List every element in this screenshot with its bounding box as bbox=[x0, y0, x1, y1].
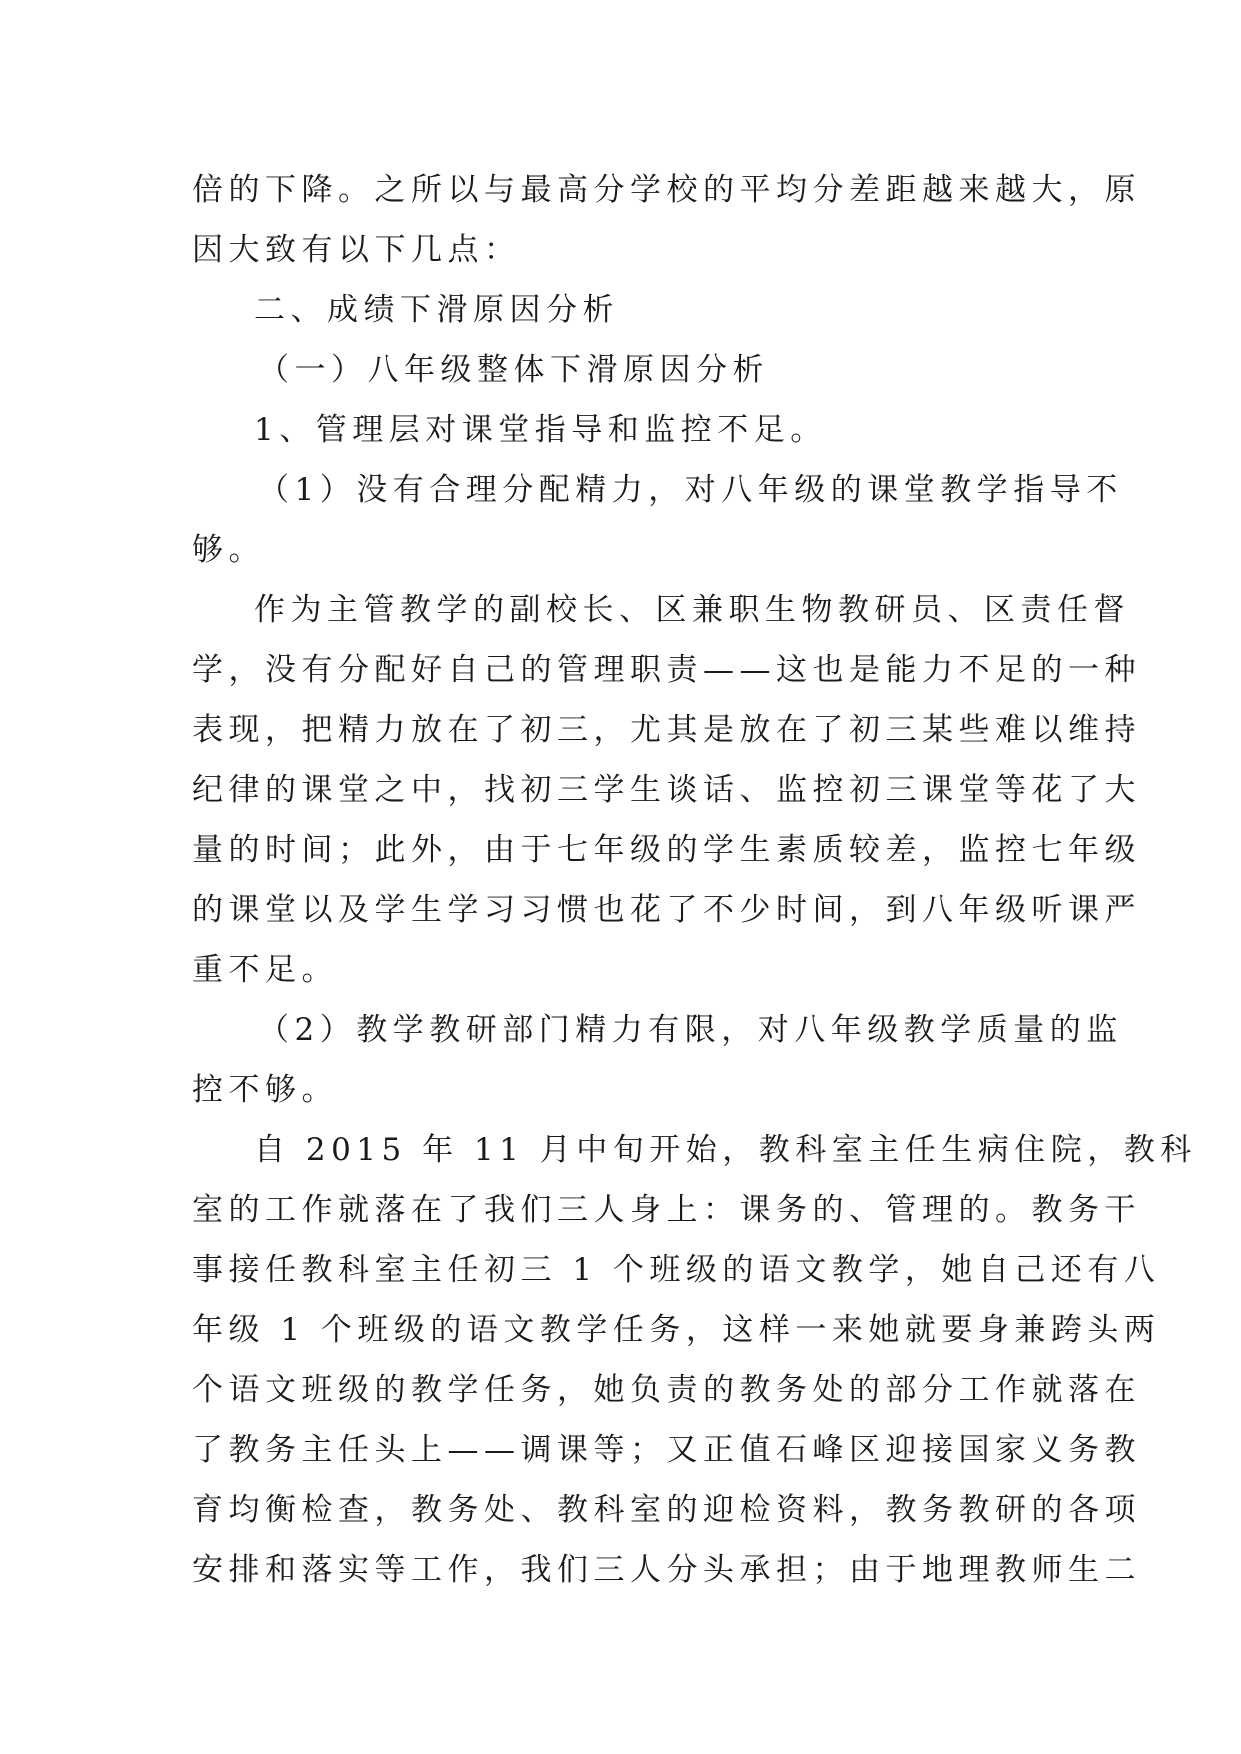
text-line: 安排和落实等工作，我们三人分头承担；由于地理教师生二 bbox=[192, 1552, 1141, 1588]
text-line: 了教务主任头上——调课等；又正值石峰区迎接国家义务教 bbox=[192, 1432, 1141, 1468]
text-line: 学，没有分配好自己的管理职责——这也是能力不足的一种 bbox=[192, 652, 1141, 688]
text-line: 室的工作就落在了我们三人身上：课务的、管理的。教务干 bbox=[192, 1192, 1141, 1228]
text-line: 个语文班级的教学任务，她负责的教务处的部分工作就落在 bbox=[192, 1372, 1141, 1408]
text-line: 够。 bbox=[192, 532, 265, 568]
text-line: 重不足。 bbox=[192, 952, 338, 988]
subpoint-heading: （1）没有合理分配精力，对八年级的课堂教学指导不 bbox=[258, 472, 1123, 508]
text-line: 倍的下降。之所以与最高分学校的平均分差距越来越大，原 bbox=[192, 172, 1141, 208]
text-line: 表现，把精力放在了初三，尤其是放在了初三某些难以维持 bbox=[192, 712, 1141, 748]
text-line: 纪律的课堂之中，找初三学生谈话、监控初三课堂等花了大 bbox=[192, 772, 1141, 808]
text-line: 育均衡检查，教务处、教科室的迎检资料，教务教研的各项 bbox=[192, 1492, 1141, 1528]
text-line: 因大致有以下几点： bbox=[192, 232, 521, 268]
section-heading: 二、成绩下滑原因分析 bbox=[254, 292, 619, 328]
subsection-heading: （一）八年级整体下滑原因分析 bbox=[258, 352, 769, 388]
point-heading: 1、管理层对课堂指导和监控不足。 bbox=[254, 412, 827, 448]
text-line: 的课堂以及学生学习习惯也花了不少时间，到八年级听课严 bbox=[192, 892, 1141, 928]
subpoint-heading: （2）教学教研部门精力有限，对八年级教学质量的监 bbox=[258, 1012, 1123, 1048]
paragraph-start: 自 2015 年 11 月中旬开始，教科室主任生病住院，教科 bbox=[254, 1132, 1197, 1168]
text-line: 事接任教科室主任初三 1 个班级的语文教学，她自己还有八 bbox=[192, 1252, 1161, 1288]
text-line: 量的时间；此外，由于七年级的学生素质较差，监控七年级 bbox=[192, 832, 1141, 868]
document-body bbox=[192, 160, 1197, 1600]
text-line: 控不够。 bbox=[192, 1072, 338, 1108]
text-line: 年级 1 个班级的语文教学任务，这样一来她就要身兼跨头两 bbox=[192, 1312, 1161, 1348]
paragraph-start: 作为主管教学的副校长、区兼职生物教研员、区责任督 bbox=[254, 592, 1130, 628]
